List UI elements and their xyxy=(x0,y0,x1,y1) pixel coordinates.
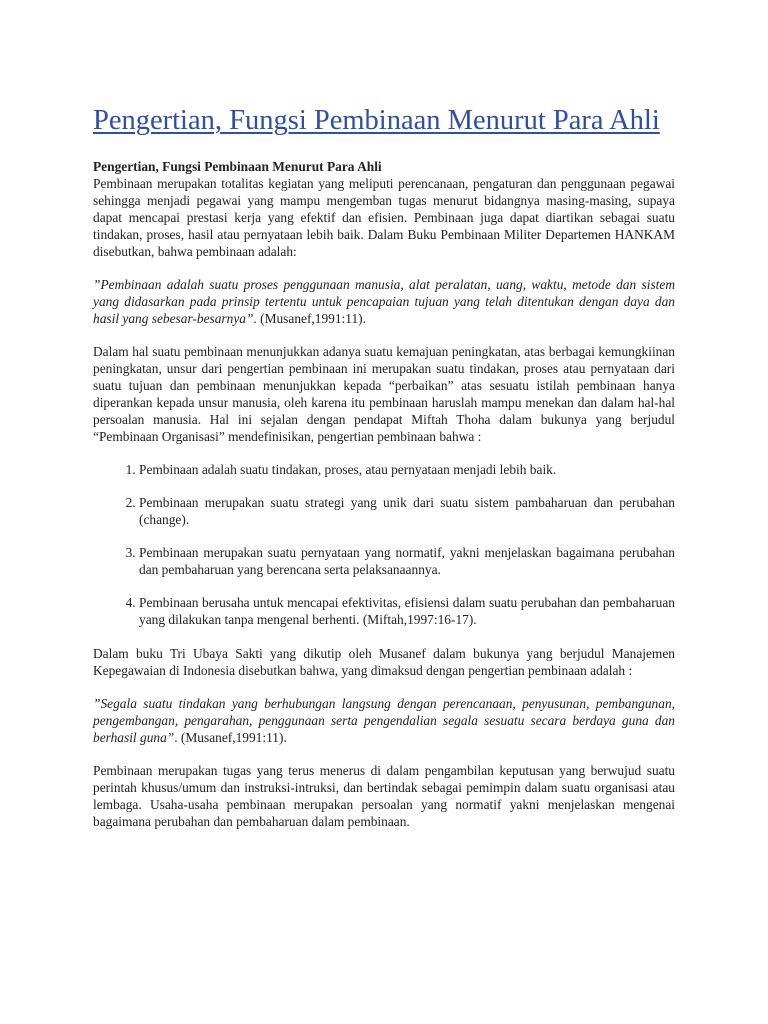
title-link[interactable]: Pengertian, Fungsi Pembinaan Menurut Para Ahli xyxy=(93,105,660,136)
quote-2 xyxy=(93,695,675,746)
list-item: 4. Pembinaan berusaha untuk mencapai efektivitas, efisiensi dalam suatu perubahan dan pembaharuan yang dilakukan tanpa mengenal berhenti. (Miftah,1997:16-17). xyxy=(139,594,675,628)
quote-2-text: ”Segala suatu tindakan yang berhubungan langsung dengan perencanaan, penyusunan, pembangunan, pengembangan, pengarahan, penggunaan serta pengendalian segala sesuatu secara berdaya guna dan berhasil guna” xyxy=(93,696,675,745)
page-title xyxy=(93,104,675,138)
list-item: 2. Pembinaan merupakan suatu strategi yang unik dari suatu sistem pambaharuan dan perubahan (change). xyxy=(139,494,675,528)
paragraph-4: Pembinaan merupakan tugas yang terus menerus di dalam pengambilan keputusan yang berwujud suatu perintah khusus/umum dan instruksi-intruksi, dan bertindak sebagai pemimpin dalam suatu organisasi atau lembaga. Usaha-usaha pembinaan merupakan persoalan yang normatif yakni menjelaskan mengenai bagaimana perubahan dan pembaharuan dalam pembinaan. xyxy=(93,763,675,829)
quote-2-citation: . (Musanef,1991:11). xyxy=(174,730,287,745)
paragraph-3: Dalam buku Tri Ubaya Sakti yang dikutip oleh Musanef dalam bukunya yang berjudul Manajemen Kepegawaian di Indonesia disebutkan bahwa, yang dimaksud dengan pengertian pembinaan adalah : xyxy=(93,646,675,678)
definition-list xyxy=(93,461,675,628)
article xyxy=(93,104,675,846)
quote-1-citation: . (Musanef,1991:11). xyxy=(253,311,366,326)
quote-1-text: ”Pembinaan adalah suatu proses penggunaan manusia, alat peralatan, uang, waktu, metode dan sistem yang didasarkan pada prinsip tertentu untuk pencapaian tujuan yang telah ditentukan dengan daya dan hasil yang sebesar-besarnya” xyxy=(93,277,675,326)
list-item: 1. Pembinaan adalah suatu tindakan, proses, atau pernyataan menjadi lebih baik. xyxy=(139,461,675,478)
list-item: 3. Pembinaan merupakan suatu pernyataan yang normatif, yakni menjelaskan bagaimana perubahan dan pembaharuan yang berencana serta pelaksanaannya. xyxy=(139,544,675,578)
intro-paragraph: Pembinaan merupakan totalitas kegiatan yang meliputi perencanaan, pengaturan dan penggunaan pegawai sehingga menjadi pegawai yang mampu mengemban tugas menurut bidangnya masing-masing, supaya dapat mencapai prestasi kerja yang efektif dan efisien. Pembinaan juga dapat diartikan sebagai suatu tindakan, proses, hasil atau pernyataan lebih baik. Dalam Buku Pembinaan Militer Departemen HANKAM disebutkan, bahwa pembinaan adalah: xyxy=(93,176,675,259)
article-subheading: Pengertian, Fungsi Pembinaan Menurut Para Ahli xyxy=(93,159,382,174)
quote-1 xyxy=(93,276,675,327)
paragraph-2: Dalam hal suatu pembinaan menunjukkan adanya suatu kemajuan peningkatan, atas berbagai kemungkiinan peningkatan, unsur dari pengertian pembinaan ini merupakan suatu tindakan, proses atau pernyataan dari suatu tujuan dan pembinaan menunjukkan kepada “perbaikan” atas sesuatu istilah pembinaan hanya diperankan kepada unsur manusia, oleh karena itu pembinaan haruslah mampu menekan dan dalam hal-hal persoalan manusia. Hal ini sejalan dengan pendapat Miftah Thoha dalam bukunya yang berjudul “Pembinaan Organisasi” mendefinisikan, pengertian pembinaan bahwa : xyxy=(93,344,675,444)
